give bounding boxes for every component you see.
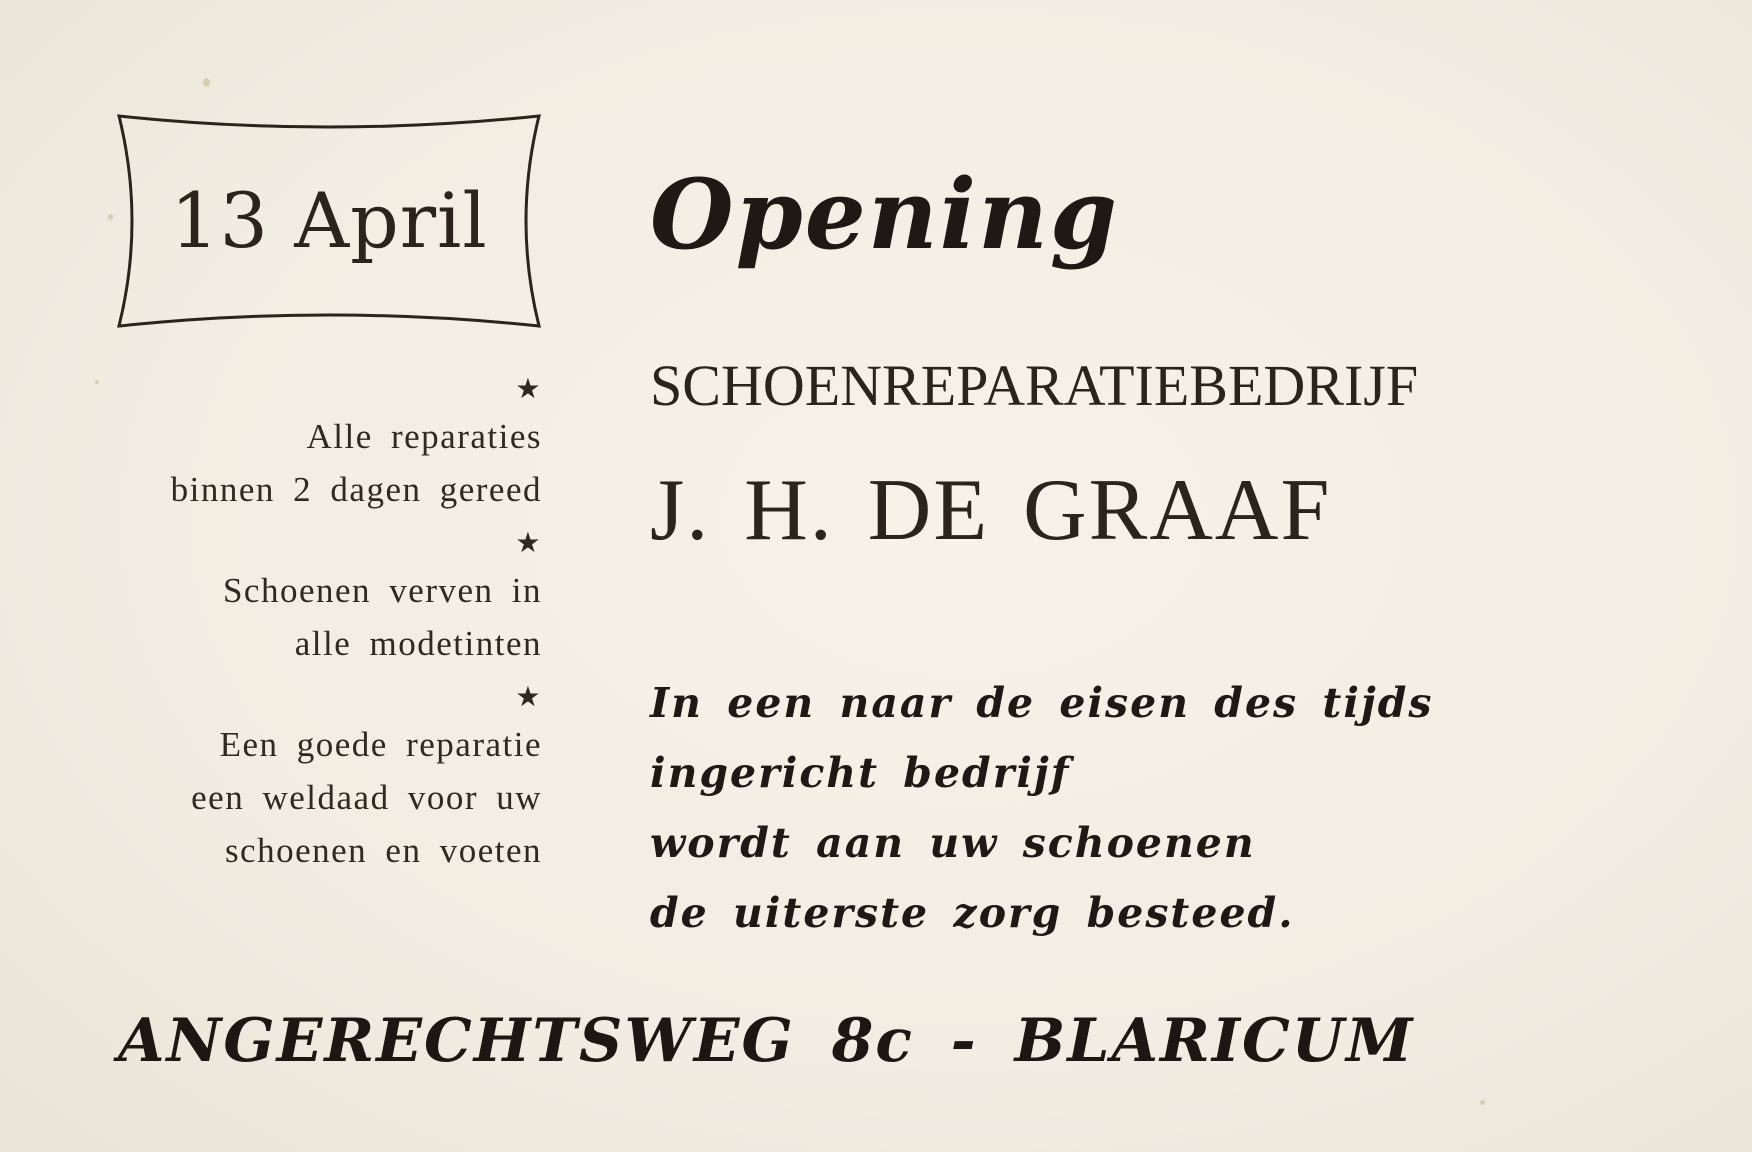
opening-date: 13 April: [170, 176, 488, 265]
star-icon: ★: [515, 682, 542, 713]
feature-line: alle modetinten: [294, 624, 542, 663]
feature-line: Schoenen verven in: [222, 571, 542, 610]
date-frame: [113, 110, 545, 332]
slogan-line: ingericht bedrijf: [650, 749, 1071, 797]
star-icon: ★: [515, 374, 542, 405]
feature-line: binnen 2 dagen gereed: [170, 470, 542, 509]
feature-line: Alle reparaties: [306, 417, 542, 456]
star-icon: ★: [515, 528, 542, 559]
paper-speck: [1480, 1100, 1485, 1105]
feature-line: een weldaad voor uw: [191, 778, 542, 817]
feature-line: Een goede reparatie: [219, 725, 542, 764]
business-owner: J. H. DE GRAAF: [650, 462, 1332, 559]
slogan: [650, 668, 1433, 948]
features-column: [82, 370, 542, 877]
slogan-line: In een naar de eisen des tijds: [650, 679, 1434, 727]
address: ANGERECHTSWEG 8c - BLARICUM: [118, 1006, 1415, 1076]
slogan-line: de uiterste zorg besteed.: [650, 889, 1295, 937]
paper-speck: [203, 78, 210, 87]
slogan-line: wordt aan uw schoenen: [650, 819, 1256, 867]
business-type: SCHOENREPARATIEBEDRIJF: [650, 353, 1419, 418]
feature-line: schoenen en voeten: [224, 831, 542, 870]
headline: Opening: [650, 158, 1120, 271]
